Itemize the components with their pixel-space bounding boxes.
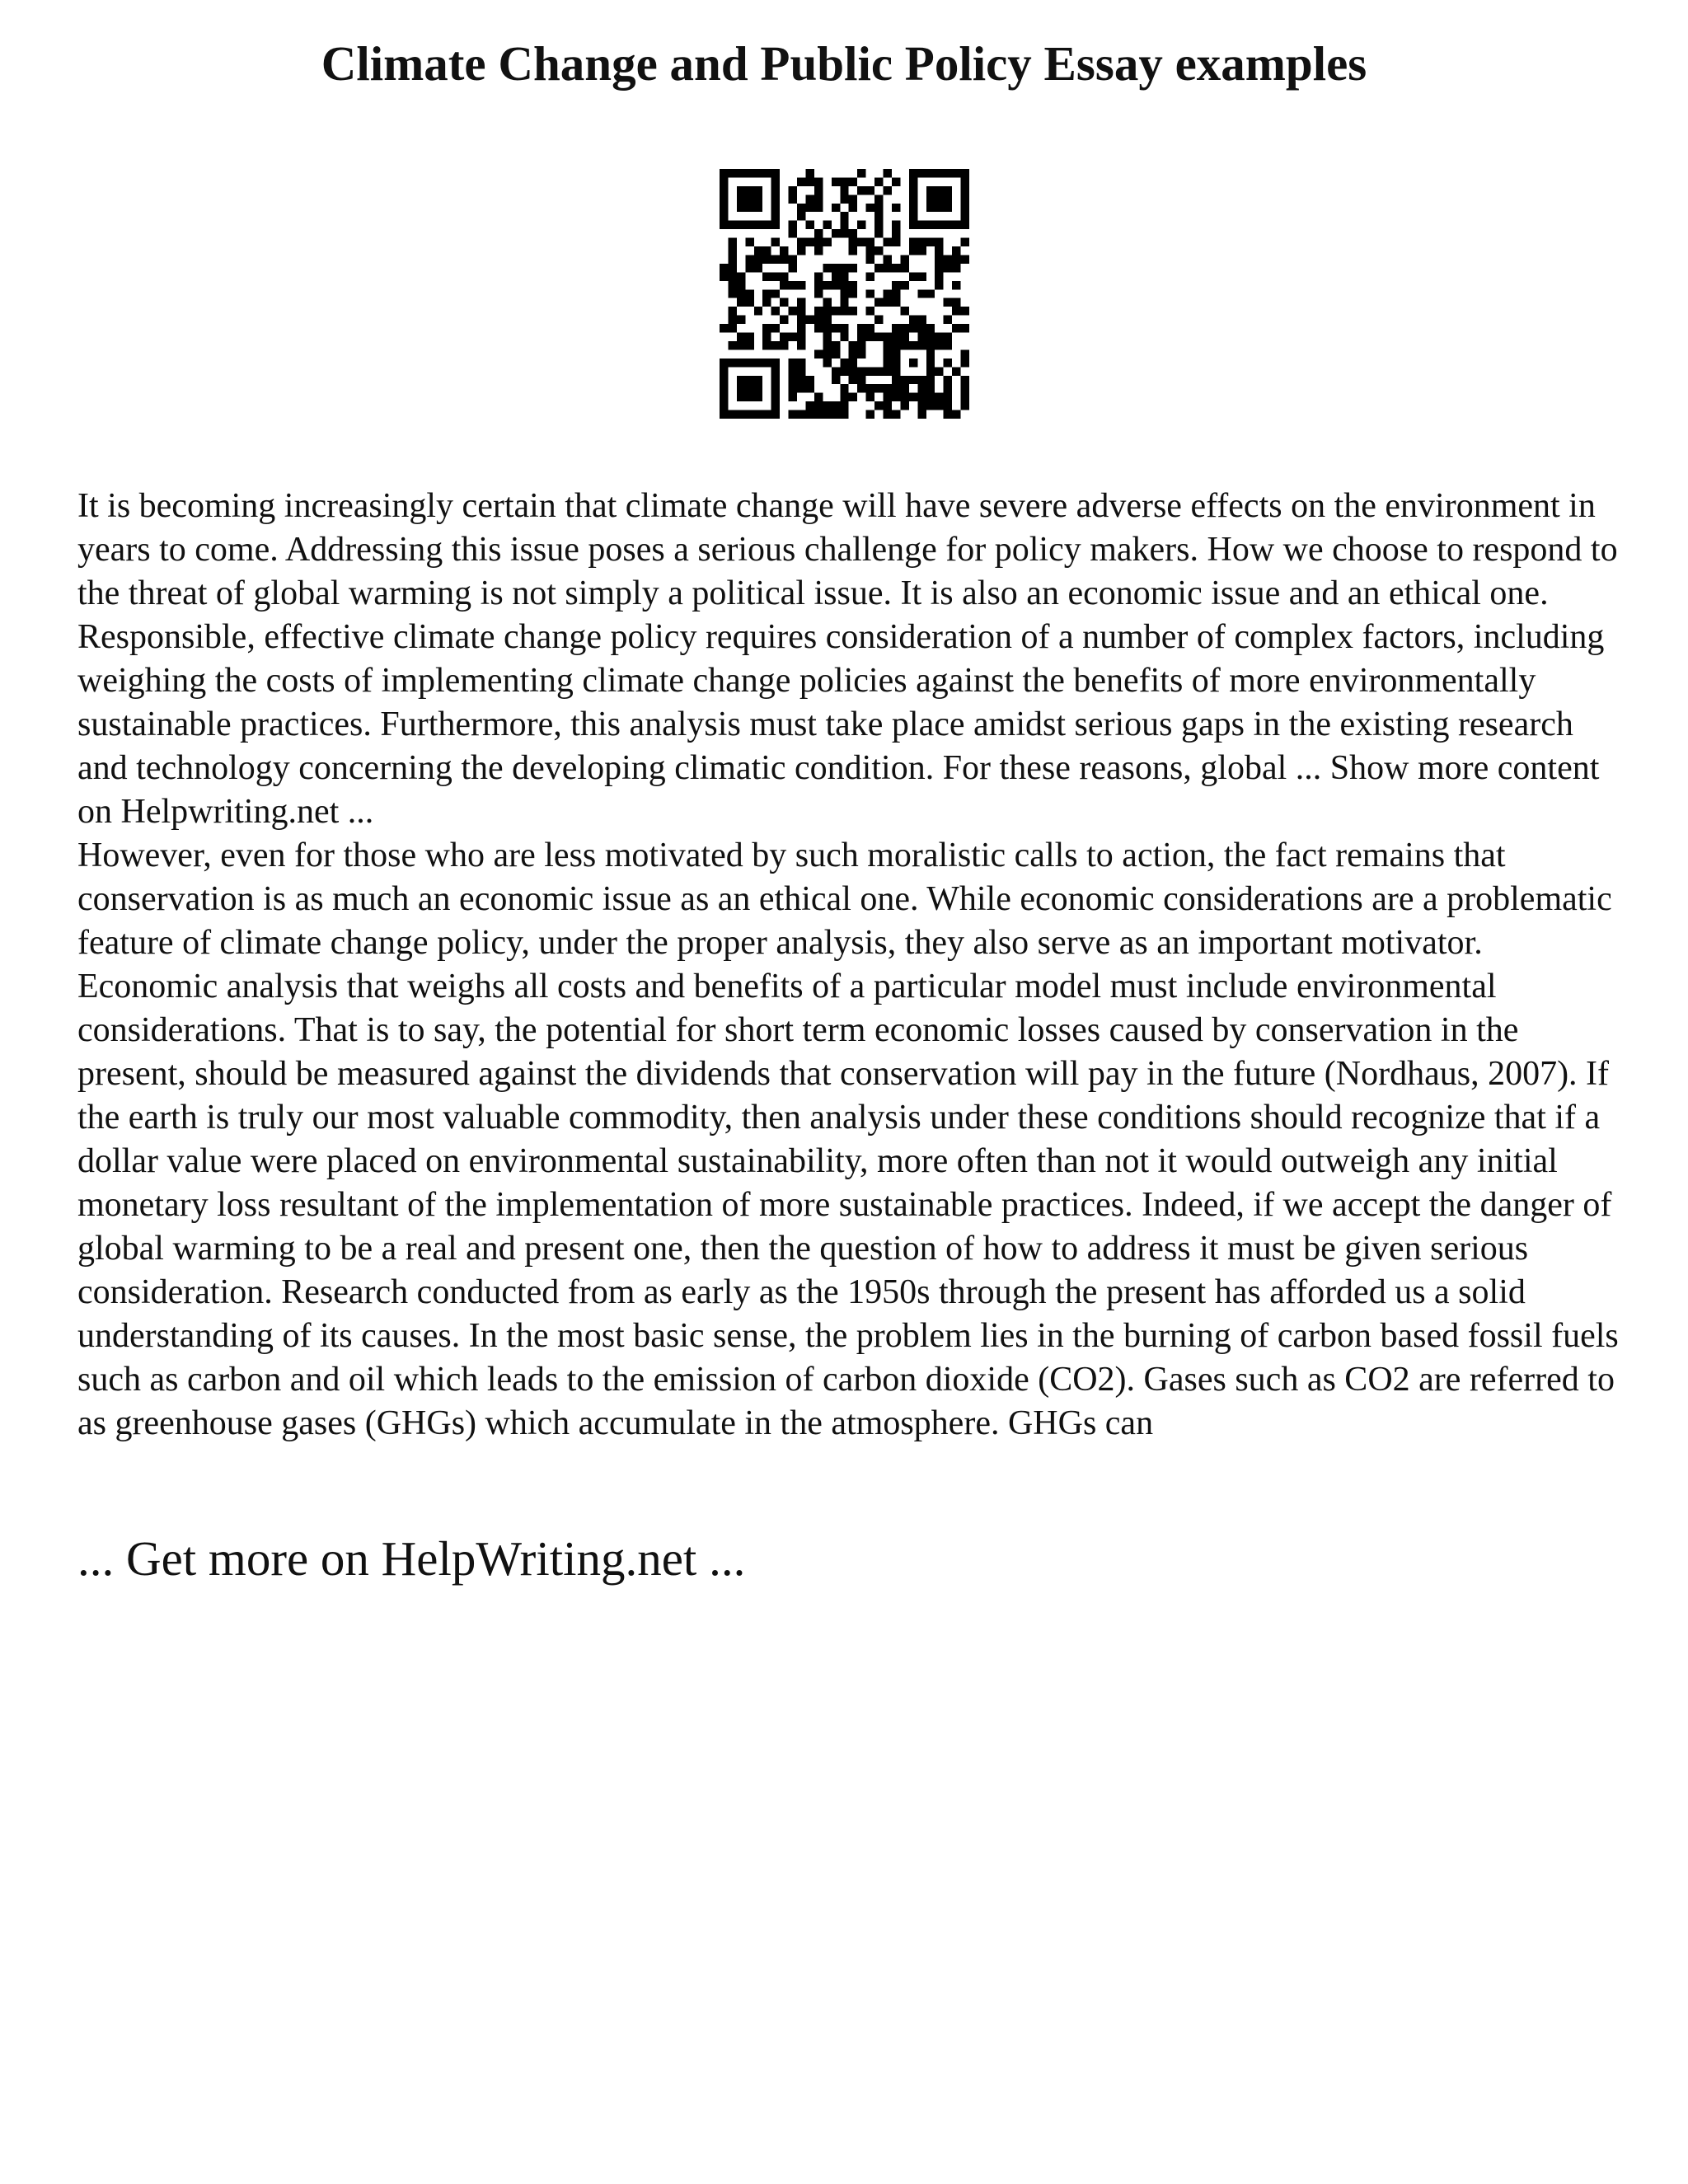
document-title: Climate Change and Public Policy Essay examples	[321, 36, 1367, 91]
essay-paragraph: It is becoming increasingly certain that climate change will have severe adverse effects on the environment in years to come. Addressing this issue poses a serious challenge for policy makers. How we choose to respond to the threat of global warming is not simply a political issue. It is also an economic issue and an ethical one. Responsible, effective climate change policy requires consideration of a number of complex factors, including weighing the costs of implementing climate change policies against the benefits of more environmentally sustainable practices. Furthermore, this analysis must take place amidst serious gaps in the existing research and technology concerning the developing climatic condition. For these reasons, global ... Show more content on Helpwriting.net ...	[77, 487, 1618, 831]
qr-code	[720, 169, 969, 419]
qr-code-image	[720, 169, 969, 419]
get-more-link[interactable]: ... Get more on HelpWriting.net ...	[77, 1531, 746, 1586]
essay-paragraph: However, even for those who are less motivated by such moralistic calls to action, the fact remains that conservation is as much an economic issue as an ethical one. While economic considerations are a problematic feature of climate change policy, under the proper analysis, they also serve as an important motivator. Economic analysis that weighs all costs and benefits of a particular model must include environmental considerations. That is to say, the potential for short term economic losses caused by conservation in the present, should be measured against the dividends that conservation will pay in the future (Nordhaus, 2007). If the earth is truly our most valuable commodity, then analysis under these conditions should recognize that if a dollar value were placed on environmental sustainability, more often than not it would outweigh any initial monetary loss resultant of the implementation of more sustainable practices. Indeed, if we accept the danger of global warming to be a real and present one, then the question of how to address it must be given serious consideration. Research conducted from as early as the 1950s through the present has afforded us a solid understanding of its causes. In the most basic sense, the problem lies in the burning of carbon based fossil fuels such as carbon and oil which leads to the emission of carbon dioxide (CO2). Gases such as CO2 are referred to as greenhouse gases (GHGs) which accumulate in the atmosphere. GHGs can	[77, 837, 1619, 1442]
essay-body	[77, 485, 1627, 1446]
